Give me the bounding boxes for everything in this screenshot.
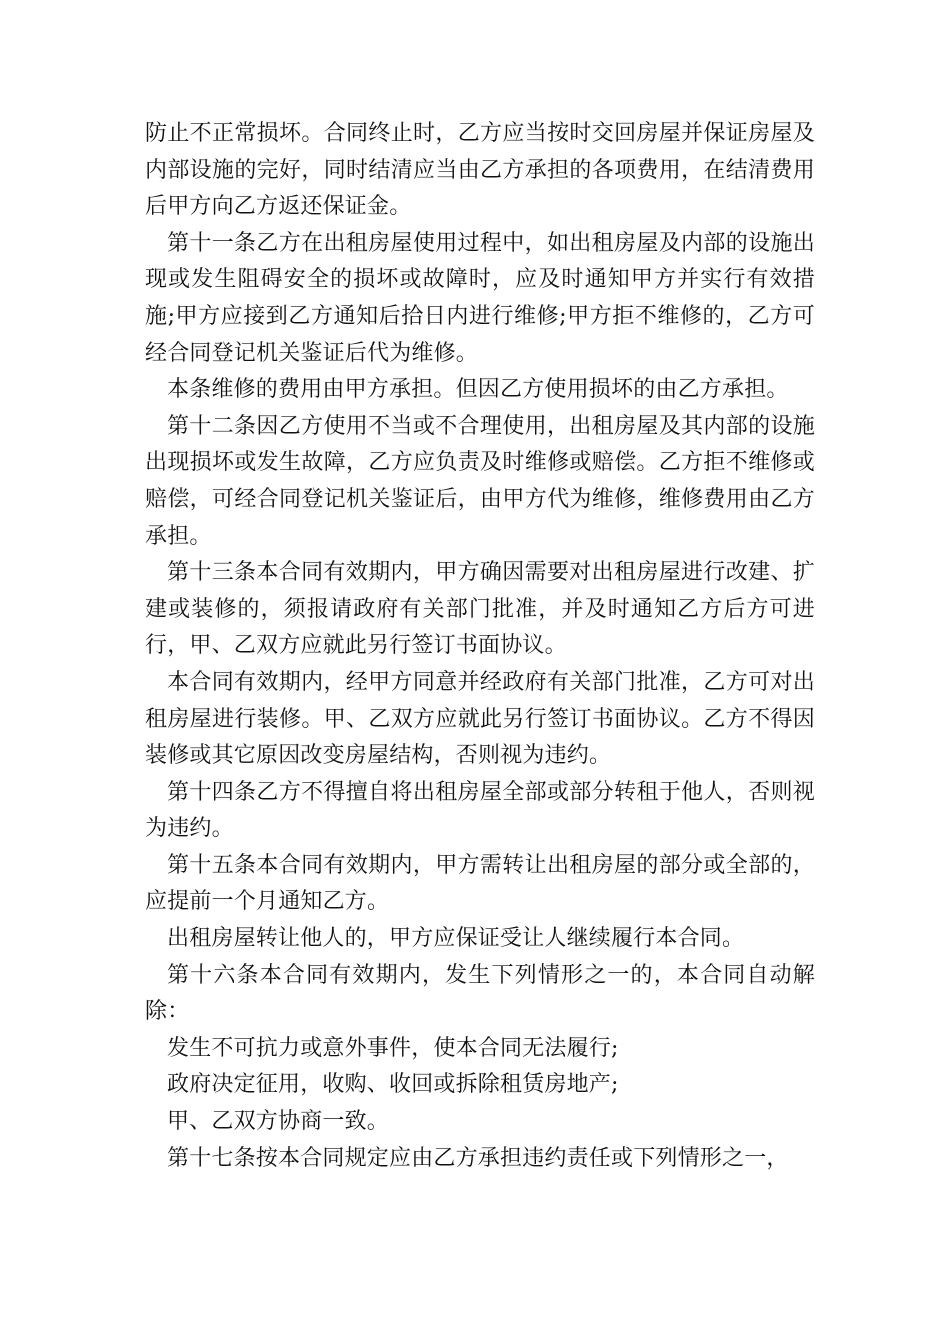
paragraph-repair-cost: 本条维修的费用由甲方承担。但因乙方使用损坏的由乙方承担。 <box>167 377 789 403</box>
paragraph-expropriation: 政府决定征用，收购、收回或拆除租赁房地产; <box>167 1072 619 1098</box>
paragraph-force-majeure: 发生不可抗力或意外事件，使本合同无法履行; <box>167 1035 619 1061</box>
paragraph-article-11: 第十一条乙方在出租房屋使用过程中，如出租房屋及内部的设施出现或发生阻碍安全的损坏或故障时，应及时通知甲方并实行有效措施;甲方应接到乙方通知后拾日内进行维修;甲方拒不维修的，乙方可经合同登记机关鉴证后代为维修。 <box>145 230 815 366</box>
paragraph-article-14: 第十四条乙方不得擅自将出租房屋全部或部分转租于他人，否则视为违约。 <box>145 779 815 842</box>
paragraph-article-17: 第十七条按本合同规定应由乙方承担违约责任或下列情形之一， <box>167 1145 789 1171</box>
paragraph-mutual-agreement: 甲、乙双方协商一致。 <box>167 1109 390 1135</box>
paragraph-1: 防止不正常损坏。合同终止时，乙方应当按时交回房屋并保证房屋及内部设施的完好，同时结清应当由乙方承担的各项费用，在结清费用后甲方向乙方返还保证金。 <box>145 121 815 220</box>
document-body <box>145 116 815 1177</box>
paragraph-article-16: 第十六条本合同有效期内，发生下列情形之一的，本合同自动解除： <box>145 962 815 1025</box>
paragraph-article-13: 第十三条本合同有效期内，甲方确因需要对出租房屋进行改建、扩建或装修的，须报请政府有关部门批准，并及时通知乙方后方可进行，甲、乙双方应就此另行签订书面协议。 <box>145 560 815 659</box>
paragraph-transfer: 出租房屋转让他人的，甲方应保证受让人继续履行本合同。 <box>167 926 745 952</box>
paragraph-renovation: 本合同有效期内，经甲方同意并经政府有关部门批准，乙方可对出租房屋进行装修。甲、乙双方应就此另行签订书面协议。乙方不得因装修或其它原因改变房屋结构，否则视为违约。 <box>145 669 815 769</box>
paragraph-article-15: 第十五条本合同有效期内，甲方需转让出租房屋的部分或全部的，应提前一个月通知乙方。 <box>145 852 815 915</box>
paragraph-article-12: 第十二条因乙方使用不当或不合理使用，出租房屋及其内部的设施出现损坏或发生故障，乙方应负责及时维修或赔偿。乙方拒不维修或赔偿，可经合同登记机关鉴证后，由甲方代为维修，维修费用由乙方承担。 <box>145 413 815 549</box>
